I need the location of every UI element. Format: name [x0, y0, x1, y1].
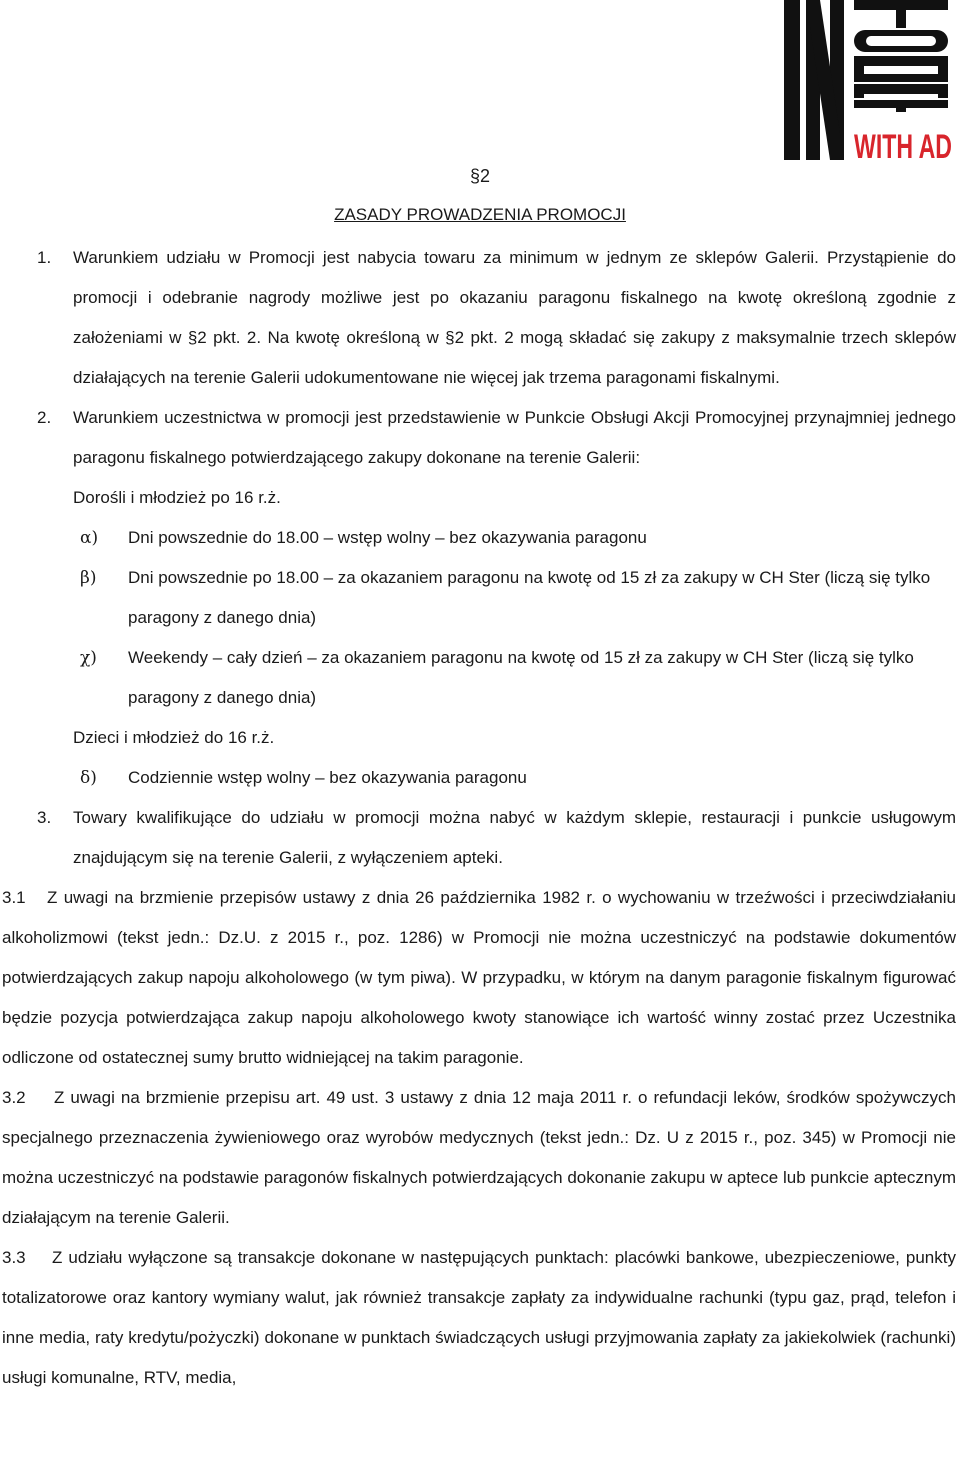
- section-marker: §2: [469, 166, 491, 186]
- paragraph-number: 3.: [37, 808, 52, 827]
- paragraph-number: 3.3: [2, 1248, 26, 1267]
- list-marker: β): [80, 568, 97, 588]
- paragraph-2: [0, 398, 956, 478]
- paragraph-3-1: [0, 878, 956, 1078]
- list-text: Codziennie wstęp wolny – bez okazywania paragonu: [128, 768, 527, 787]
- paragraph-3: [0, 798, 956, 878]
- in-touch-with-ad-logo: [778, 0, 952, 160]
- adults-heading: Dorośli i młodzież po 16 r.ż.: [73, 488, 281, 507]
- paragraph-text: Z uwagi na brzmienie przepisu art. 49 ust. 3 ustawy z dnia 12 maja 2011 r. o refundacji leków, środków spożywczych specjalnego przeznaczenia żywieniowego oraz wyrobów medycznych (tekst jedn.: Dz. U z 2015 r., poz. 345) w Promocji nie można uczestniczyć na podstawie paragonów fiskalnych potwierdzających dokonanie zakupu w aptece lub punkcie aptecznym działającym na terenie Galerii.: [2, 1088, 956, 1227]
- paragraph-1: [0, 238, 956, 398]
- paragraph-3-2: [0, 1078, 956, 1238]
- logo-text: WITH AD: [854, 128, 952, 160]
- paragraph-text: Z udziału wyłączone są transakcje dokonane w następujących punktach: placówki bankowe, ubezpieczeniowe, punkty totalizatorowe oraz kantory wymiany walut, jak również transakcje zapłaty za indywidualne rachunki (typu gaz, prąd, telefon i inne media, raty kredytu/pożyczki) dokonane w punktach świadczących usługi przyjmowania zapłaty za jakiekolwiek (rachunki) usługi komunalne, RTV, media,: [2, 1248, 956, 1387]
- paragraph-text: Towary kwalifikujące do udziału w promocji można nabyć w każdym sklepie, restauracji i punkcie usługowym znajdującym się na terenie Galerii, z wyłączeniem apteki.: [73, 808, 956, 867]
- list-item-chi: [0, 638, 956, 718]
- section-title: ZASADY PROWADZENIA PROMOCJI: [334, 205, 626, 224]
- list-text: Dni powszednie do 18.00 – wstęp wolny – bez okazywania paragonu: [128, 528, 647, 547]
- paragraph-text: Warunkiem uczestnictwa w promocji jest przedstawienie w Punkcie Obsługi Akcji Promocyjnej przynajmniej jednego paragonu fiskalnego potwierdzającego zakupy dokonane na terenie Galerii:: [73, 408, 956, 467]
- paragraph-number: 1.: [37, 248, 52, 267]
- list-text: Dni powszednie po 18.00 – za okazaniem paragonu na kwotę od 15 zł za zakupy w CH Ster (liczą się tylko paragony z danego dnia): [128, 568, 931, 627]
- paragraph-text: Warunkiem udziału w Promocji jest nabycia towaru za minimum w jednym ze sklepów Galerii. Przystąpienie do promocji i odebranie nagrody możliwe jest po okazaniu paragonu fiskalnego na kwotę określoną zgodnie z założeniami w §2 pkt. 2. Na kwotę określoną w §2 pkt. 2 mogą składać się zakupy z maksymalnie trzech sklepów działających na terenie Galerii udokumentowane nie więcej jak trzema paragonami fiskalnymi.: [73, 248, 956, 387]
- list-marker: α): [80, 528, 99, 548]
- document-body: [0, 238, 956, 1398]
- paragraph-number: 2.: [37, 408, 52, 427]
- paragraph-text: Z uwagi na brzmienie przepisów ustawy z dnia 26 października 1982 r. o wychowaniu w trzeźwości i przeciwdziałaniu alkoholizmowi (tekst jedn.: Dz.U. z 2015 r., poz. 1286) w Promocji nie można uczestniczyć na podstawie dokumentów potwierdzających zakup napoju alkoholowego (w tym piwa). W przypadku, w którym na danym paragonie fiskalnym figurować będzie pozycja potwierdzająca zakup napoju alkoholowego kwoty stanowiące ich wartość winny zostać przez Uczestnika odliczone od ostatecznej sumy brutto widniejącej na takim paragonie.: [2, 888, 956, 1067]
- list-item-beta: [0, 558, 956, 638]
- paragraph-number: 3.2: [2, 1088, 26, 1107]
- list-text: Weekendy – cały dzień – za okazaniem paragonu na kwotę od 15 zł za zakupy w CH Ster (liczą się tylko paragony z danego dnia): [128, 648, 914, 707]
- list-item-delta: [0, 758, 956, 798]
- list-marker: δ): [80, 768, 97, 788]
- paragraph-3-3: [0, 1238, 956, 1398]
- paragraph-number: 3.1: [2, 888, 26, 907]
- list-marker: χ): [80, 648, 97, 668]
- children-heading: Dzieci i młodzież do 16 r.ż.: [73, 728, 275, 747]
- list-item-alpha: [0, 518, 956, 558]
